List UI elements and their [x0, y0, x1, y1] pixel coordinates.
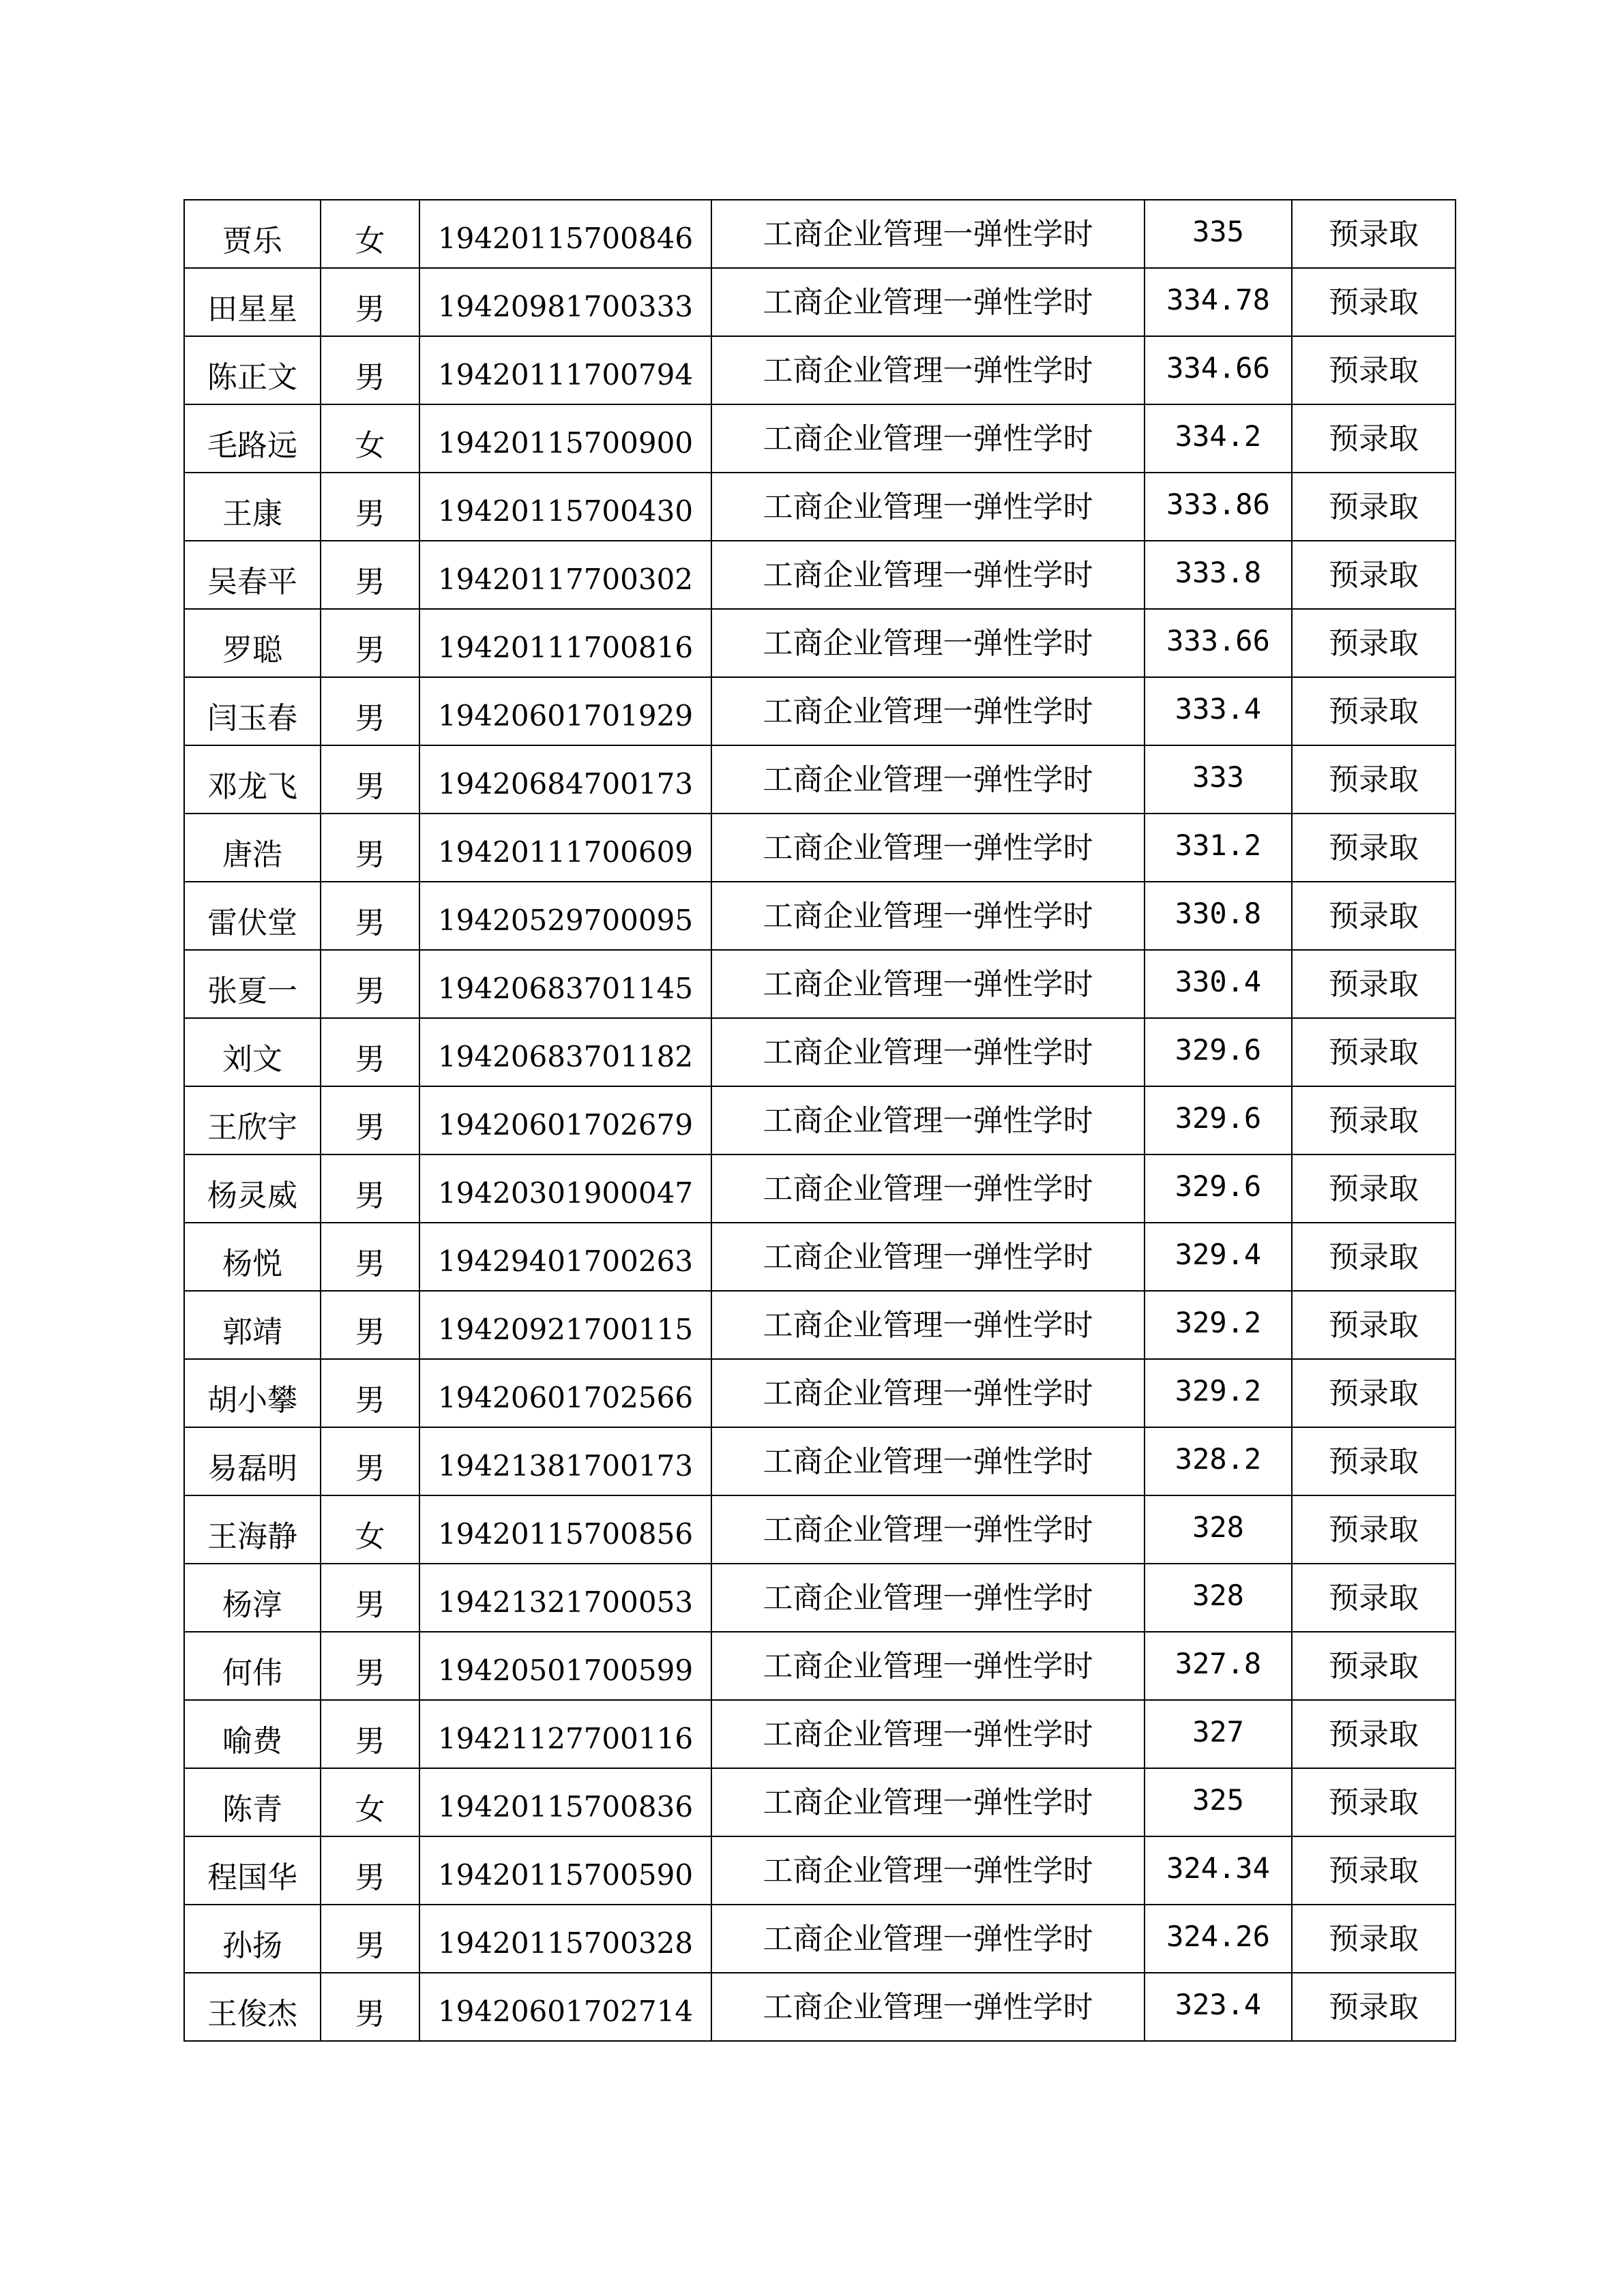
- gender-cell: 女: [321, 1768, 419, 1836]
- score-cell: 324.26: [1145, 1905, 1292, 1973]
- gender-cell: 男: [321, 677, 419, 745]
- exam-id-cell: 19420115700856: [419, 1495, 711, 1564]
- table-row: [184, 1427, 1456, 1495]
- status-cell: 预录取: [1292, 1291, 1456, 1359]
- status-cell: 预录取: [1292, 1905, 1456, 1973]
- major-cell: 工商企业管理一弹性学时: [711, 1359, 1145, 1427]
- exam-id-cell: 19420115700590: [419, 1836, 711, 1905]
- gender-cell: 男: [321, 1086, 419, 1154]
- table-row: [184, 1564, 1456, 1632]
- exam-id-cell: 19420601702714: [419, 1973, 711, 2041]
- gender-cell: 男: [321, 1973, 419, 2041]
- admission-table: [183, 199, 1456, 2042]
- score-cell: 329.2: [1145, 1291, 1292, 1359]
- table-row: [184, 268, 1456, 336]
- table-row: [184, 1223, 1456, 1291]
- table-row: [184, 882, 1456, 950]
- table-row: [184, 609, 1456, 677]
- table-row: [184, 1836, 1456, 1905]
- status-cell: 预录取: [1292, 1018, 1456, 1086]
- name-cell: 王康: [184, 473, 321, 541]
- gender-cell: 男: [321, 1291, 419, 1359]
- score-cell: 330.4: [1145, 950, 1292, 1018]
- status-cell: 预录取: [1292, 1700, 1456, 1768]
- gender-cell: 男: [321, 745, 419, 814]
- gender-cell: 男: [321, 1905, 419, 1973]
- table-row: [184, 1905, 1456, 1973]
- gender-cell: 男: [321, 1359, 419, 1427]
- status-cell: 预录取: [1292, 200, 1456, 268]
- exam-id-cell: 19420683701145: [419, 950, 711, 1018]
- major-cell: 工商企业管理一弹性学时: [711, 814, 1145, 882]
- table-row: [184, 1291, 1456, 1359]
- score-cell: 328.2: [1145, 1427, 1292, 1495]
- gender-cell: 女: [321, 200, 419, 268]
- score-cell: 333.8: [1145, 541, 1292, 609]
- exam-id-cell: 19421321700053: [419, 1564, 711, 1632]
- name-cell: 唐浩: [184, 814, 321, 882]
- exam-id-cell: 19420921700115: [419, 1291, 711, 1359]
- score-cell: 323.4: [1145, 1973, 1292, 2041]
- major-cell: 工商企业管理一弹性学时: [711, 882, 1145, 950]
- score-cell: 334.2: [1145, 404, 1292, 473]
- gender-cell: 男: [321, 1223, 419, 1291]
- gender-cell: 男: [321, 473, 419, 541]
- score-cell: 327.8: [1145, 1632, 1292, 1700]
- name-cell: 贾乐: [184, 200, 321, 268]
- name-cell: 王欣宇: [184, 1086, 321, 1154]
- table-row: [184, 336, 1456, 404]
- major-cell: 工商企业管理一弹性学时: [711, 541, 1145, 609]
- status-cell: 预录取: [1292, 814, 1456, 882]
- exam-id-cell: 19420601702566: [419, 1359, 711, 1427]
- exam-id-cell: 19420601701929: [419, 677, 711, 745]
- table-row: [184, 745, 1456, 814]
- table-row: [184, 1632, 1456, 1700]
- score-cell: 325: [1145, 1768, 1292, 1836]
- major-cell: 工商企业管理一弹性学时: [711, 200, 1145, 268]
- name-cell: 杨悦: [184, 1223, 321, 1291]
- score-cell: 335: [1145, 200, 1292, 268]
- name-cell: 郭靖: [184, 1291, 321, 1359]
- name-cell: 吴春平: [184, 541, 321, 609]
- table-row: [184, 950, 1456, 1018]
- name-cell: 王俊杰: [184, 1973, 321, 2041]
- table-row: [184, 473, 1456, 541]
- name-cell: 易磊明: [184, 1427, 321, 1495]
- status-cell: 预录取: [1292, 1768, 1456, 1836]
- table-row: [184, 1154, 1456, 1223]
- gender-cell: 男: [321, 541, 419, 609]
- status-cell: 预录取: [1292, 1495, 1456, 1564]
- score-cell: 329.6: [1145, 1154, 1292, 1223]
- exam-id-cell: 19420115700430: [419, 473, 711, 541]
- name-cell: 刘文: [184, 1018, 321, 1086]
- name-cell: 杨淳: [184, 1564, 321, 1632]
- score-cell: 333.4: [1145, 677, 1292, 745]
- score-cell: 333.86: [1145, 473, 1292, 541]
- name-cell: 邓龙飞: [184, 745, 321, 814]
- name-cell: 孙扬: [184, 1905, 321, 1973]
- gender-cell: 男: [321, 1018, 419, 1086]
- table-row: [184, 200, 1456, 268]
- status-cell: 预录取: [1292, 1973, 1456, 2041]
- status-cell: 预录取: [1292, 268, 1456, 336]
- table-body: [184, 200, 1456, 2041]
- major-cell: 工商企业管理一弹性学时: [711, 745, 1145, 814]
- score-cell: 334.78: [1145, 268, 1292, 336]
- major-cell: 工商企业管理一弹性学时: [711, 1427, 1145, 1495]
- major-cell: 工商企业管理一弹性学时: [711, 609, 1145, 677]
- status-cell: 预录取: [1292, 1086, 1456, 1154]
- table-row: [184, 1700, 1456, 1768]
- exam-id-cell: 19420111700794: [419, 336, 711, 404]
- exam-id-cell: 19420115700846: [419, 200, 711, 268]
- table-row: [184, 1359, 1456, 1427]
- exam-id-cell: 19420683701182: [419, 1018, 711, 1086]
- exam-id-cell: 19420115700900: [419, 404, 711, 473]
- name-cell: 杨灵威: [184, 1154, 321, 1223]
- major-cell: 工商企业管理一弹性学时: [711, 1291, 1145, 1359]
- name-cell: 闫玉春: [184, 677, 321, 745]
- table-row: [184, 1973, 1456, 2041]
- exam-id-cell: 19421381700173: [419, 1427, 711, 1495]
- major-cell: 工商企业管理一弹性学时: [711, 473, 1145, 541]
- name-cell: 陈正文: [184, 336, 321, 404]
- score-cell: 327: [1145, 1700, 1292, 1768]
- status-cell: 预录取: [1292, 745, 1456, 814]
- major-cell: 工商企业管理一弹性学时: [711, 336, 1145, 404]
- score-cell: 333: [1145, 745, 1292, 814]
- table-row: [184, 1018, 1456, 1086]
- gender-cell: 男: [321, 268, 419, 336]
- major-cell: 工商企业管理一弹性学时: [711, 1564, 1145, 1632]
- name-cell: 王海静: [184, 1495, 321, 1564]
- table-row: [184, 677, 1456, 745]
- exam-id-cell: 19429401700263: [419, 1223, 711, 1291]
- major-cell: 工商企业管理一弹性学时: [711, 1632, 1145, 1700]
- name-cell: 喻费: [184, 1700, 321, 1768]
- status-cell: 预录取: [1292, 1632, 1456, 1700]
- name-cell: 陈青: [184, 1768, 321, 1836]
- gender-cell: 女: [321, 404, 419, 473]
- gender-cell: 女: [321, 1495, 419, 1564]
- major-cell: 工商企业管理一弹性学时: [711, 677, 1145, 745]
- table-row: [184, 1086, 1456, 1154]
- gender-cell: 男: [321, 882, 419, 950]
- status-cell: 预录取: [1292, 1359, 1456, 1427]
- gender-cell: 男: [321, 336, 419, 404]
- exam-id-cell: 19420301900047: [419, 1154, 711, 1223]
- status-cell: 预录取: [1292, 677, 1456, 745]
- table-row: [184, 1768, 1456, 1836]
- major-cell: 工商企业管理一弹性学时: [711, 1768, 1145, 1836]
- major-cell: 工商企业管理一弹性学时: [711, 1086, 1145, 1154]
- major-cell: 工商企业管理一弹性学时: [711, 268, 1145, 336]
- score-cell: 329.6: [1145, 1018, 1292, 1086]
- name-cell: 田星星: [184, 268, 321, 336]
- score-cell: 324.34: [1145, 1836, 1292, 1905]
- exam-id-cell: 19420117700302: [419, 541, 711, 609]
- major-cell: 工商企业管理一弹性学时: [711, 950, 1145, 1018]
- name-cell: 雷伏堂: [184, 882, 321, 950]
- status-cell: 预录取: [1292, 336, 1456, 404]
- major-cell: 工商企业管理一弹性学时: [711, 1836, 1145, 1905]
- exam-id-cell: 19420501700599: [419, 1632, 711, 1700]
- major-cell: 工商企业管理一弹性学时: [711, 1700, 1145, 1768]
- gender-cell: 男: [321, 609, 419, 677]
- exam-id-cell: 19420111700609: [419, 814, 711, 882]
- status-cell: 预录取: [1292, 1223, 1456, 1291]
- status-cell: 预录取: [1292, 882, 1456, 950]
- gender-cell: 男: [321, 1427, 419, 1495]
- major-cell: 工商企业管理一弹性学时: [711, 1018, 1145, 1086]
- score-cell: 334.66: [1145, 336, 1292, 404]
- exam-id-cell: 19420981700333: [419, 268, 711, 336]
- status-cell: 预录取: [1292, 1427, 1456, 1495]
- gender-cell: 男: [321, 1154, 419, 1223]
- major-cell: 工商企业管理一弹性学时: [711, 1905, 1145, 1973]
- score-cell: 329.4: [1145, 1223, 1292, 1291]
- exam-id-cell: 19420601702679: [419, 1086, 711, 1154]
- gender-cell: 男: [321, 1836, 419, 1905]
- exam-id-cell: 19420111700816: [419, 609, 711, 677]
- status-cell: 预录取: [1292, 609, 1456, 677]
- major-cell: 工商企业管理一弹性学时: [711, 1154, 1145, 1223]
- table-row: [184, 814, 1456, 882]
- gender-cell: 男: [321, 950, 419, 1018]
- status-cell: 预录取: [1292, 950, 1456, 1018]
- exam-id-cell: 19420115700836: [419, 1768, 711, 1836]
- major-cell: 工商企业管理一弹性学时: [711, 1973, 1145, 2041]
- status-cell: 预录取: [1292, 541, 1456, 609]
- table-row: [184, 404, 1456, 473]
- gender-cell: 男: [321, 1564, 419, 1632]
- status-cell: 预录取: [1292, 473, 1456, 541]
- major-cell: 工商企业管理一弹性学时: [711, 1223, 1145, 1291]
- status-cell: 预录取: [1292, 1836, 1456, 1905]
- score-cell: 331.2: [1145, 814, 1292, 882]
- major-cell: 工商企业管理一弹性学时: [711, 404, 1145, 473]
- exam-id-cell: 19420684700173: [419, 745, 711, 814]
- status-cell: 预录取: [1292, 1564, 1456, 1632]
- name-cell: 程国华: [184, 1836, 321, 1905]
- score-cell: 333.66: [1145, 609, 1292, 677]
- gender-cell: 男: [321, 1632, 419, 1700]
- status-cell: 预录取: [1292, 404, 1456, 473]
- name-cell: 罗聪: [184, 609, 321, 677]
- major-cell: 工商企业管理一弹性学时: [711, 1495, 1145, 1564]
- table-row: [184, 541, 1456, 609]
- name-cell: 胡小攀: [184, 1359, 321, 1427]
- exam-id-cell: 19421127700116: [419, 1700, 711, 1768]
- name-cell: 何伟: [184, 1632, 321, 1700]
- name-cell: 毛路远: [184, 404, 321, 473]
- score-cell: 329.6: [1145, 1086, 1292, 1154]
- exam-id-cell: 19420115700328: [419, 1905, 711, 1973]
- table-row: [184, 1495, 1456, 1564]
- score-cell: 329.2: [1145, 1359, 1292, 1427]
- score-cell: 328: [1145, 1495, 1292, 1564]
- gender-cell: 男: [321, 1700, 419, 1768]
- score-cell: 328: [1145, 1564, 1292, 1632]
- exam-id-cell: 19420529700095: [419, 882, 711, 950]
- status-cell: 预录取: [1292, 1154, 1456, 1223]
- gender-cell: 男: [321, 814, 419, 882]
- name-cell: 张夏一: [184, 950, 321, 1018]
- score-cell: 330.8: [1145, 882, 1292, 950]
